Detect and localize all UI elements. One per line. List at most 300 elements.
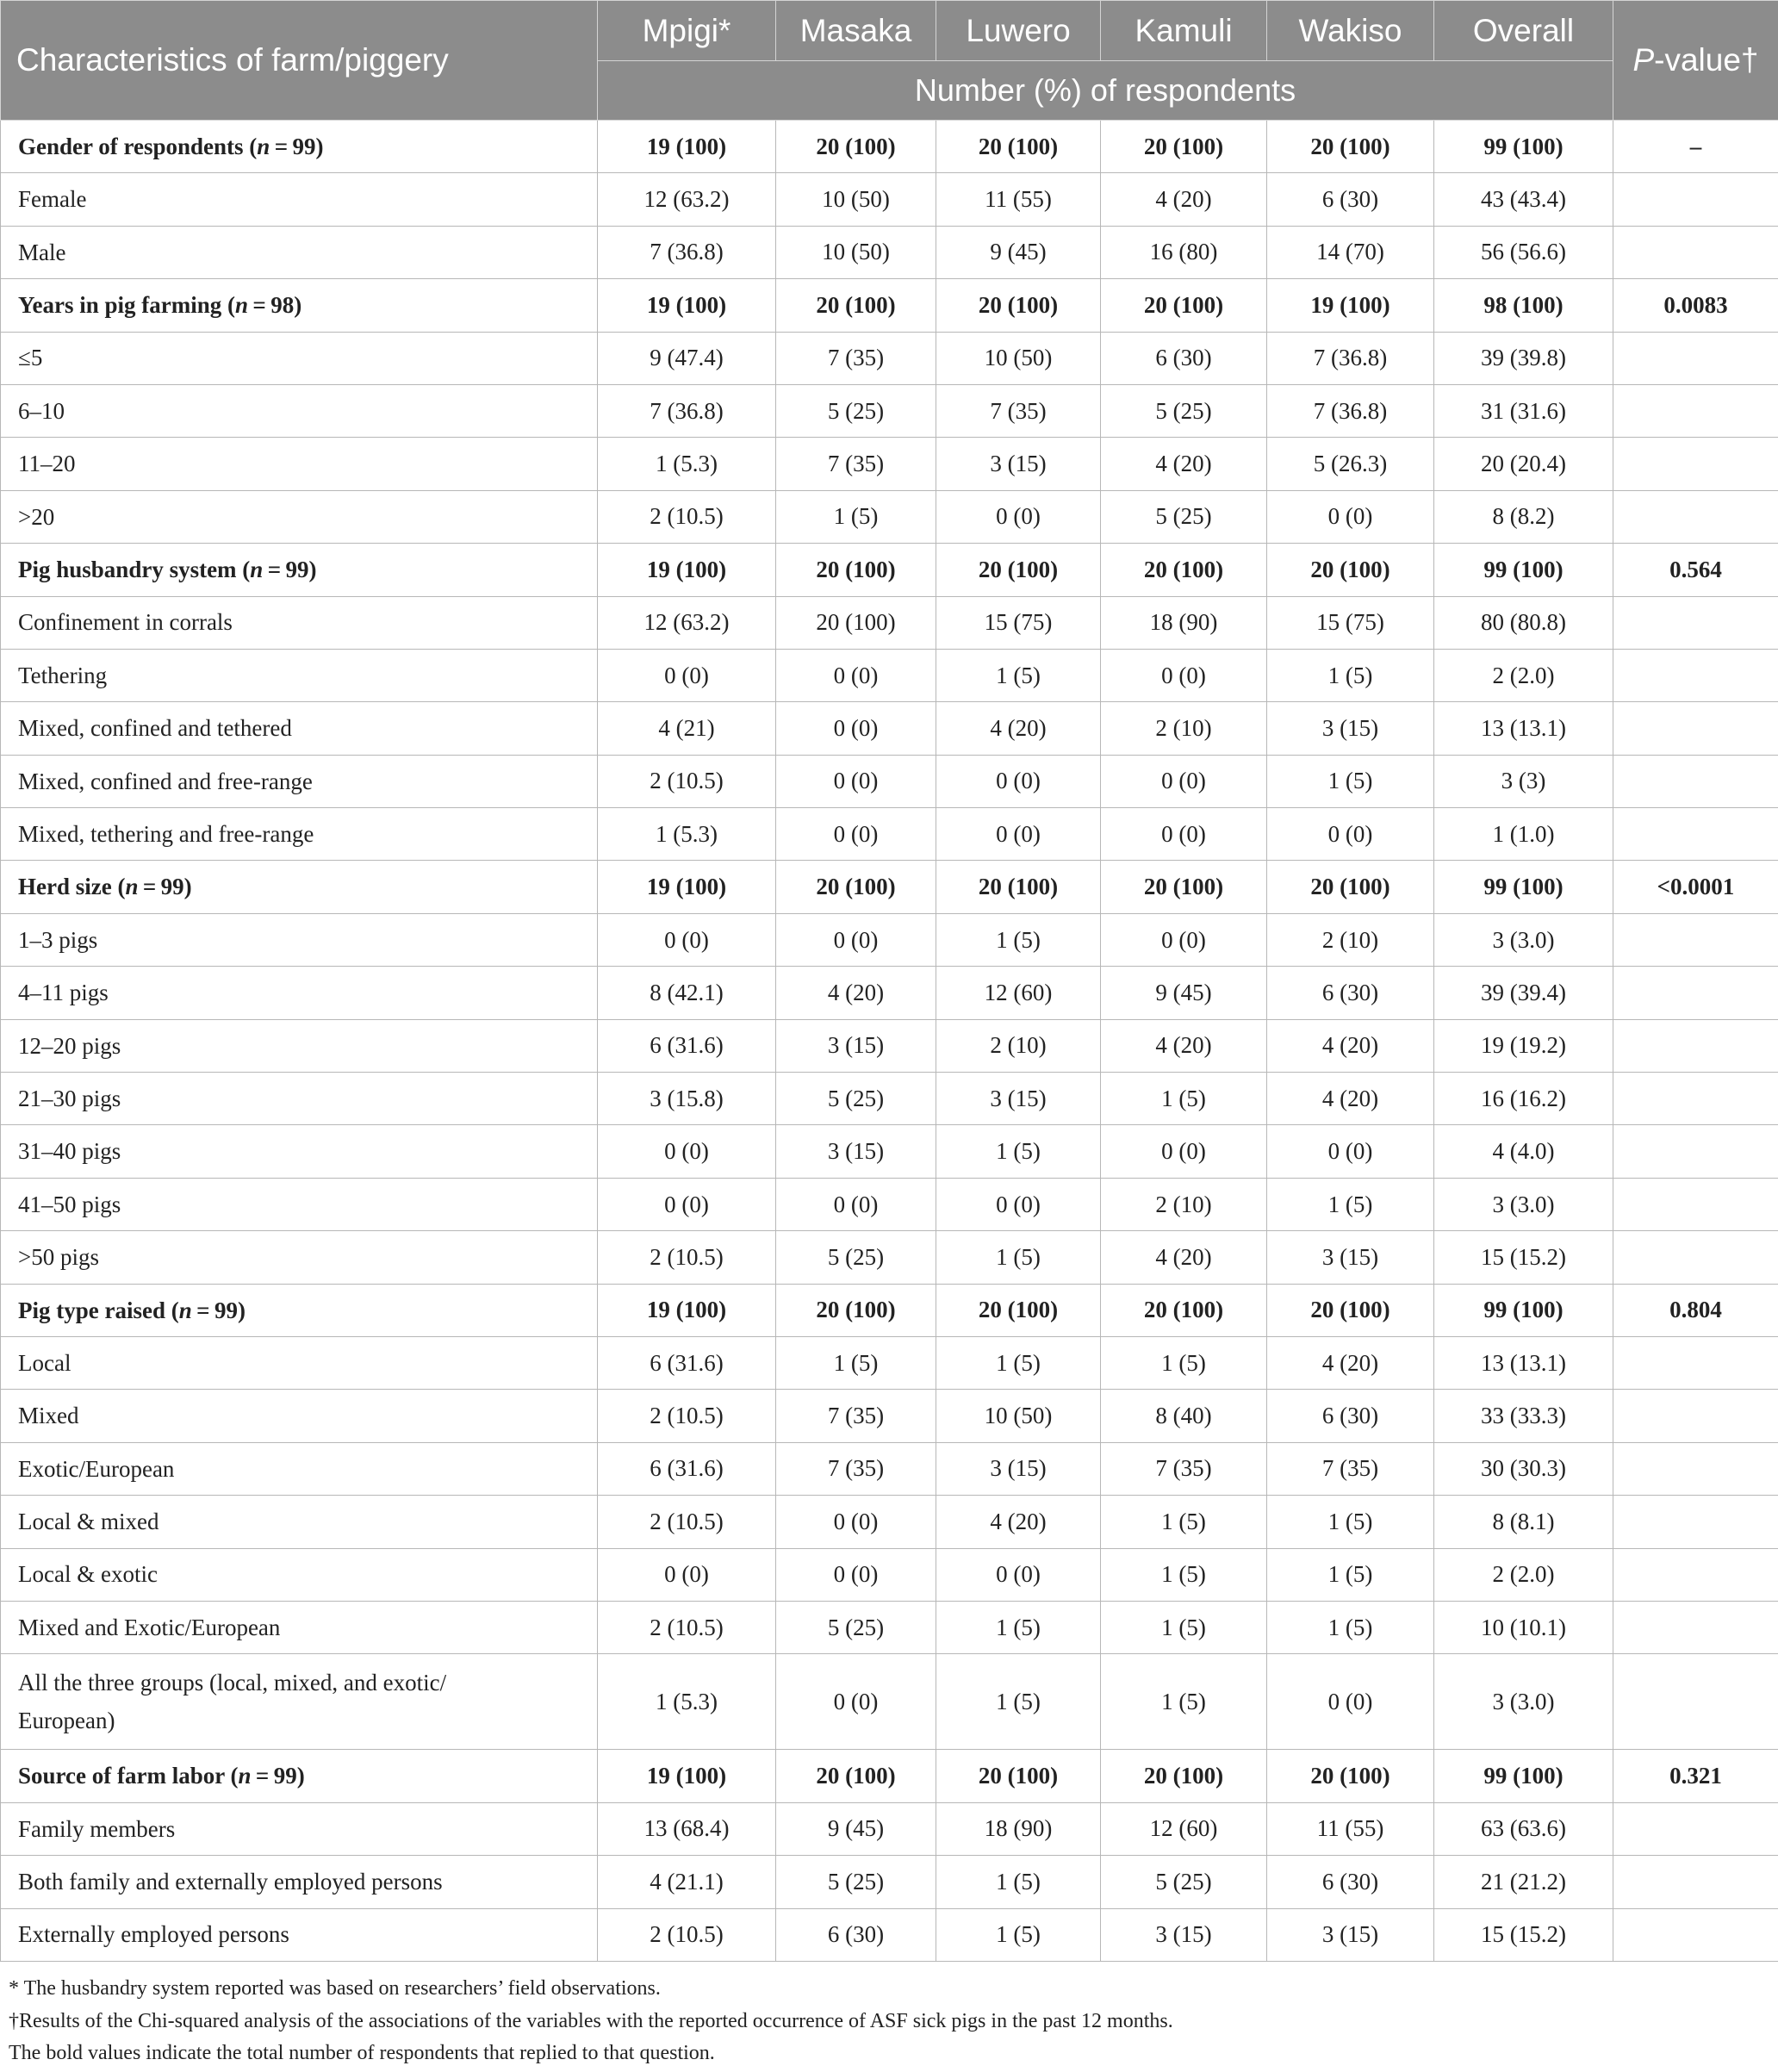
cell-wakiso: 11 (55) [1267, 1802, 1434, 1855]
cell-wakiso: 1 (5) [1267, 1496, 1434, 1548]
row-label: Confinement in corrals [1, 596, 598, 649]
cell-mpigi: 2 (10.5) [598, 1231, 776, 1284]
table-row [1, 1231, 1778, 1284]
cell-overall: 99 (100) [1434, 1284, 1613, 1336]
cell-overall: 15 (15.2) [1434, 1908, 1613, 1961]
cell-p-value [1613, 1654, 1778, 1750]
cell-luwero: 4 (20) [936, 1496, 1101, 1548]
row-label: Local & mixed [1, 1496, 598, 1548]
cell-kamuli: 2 (10) [1101, 702, 1267, 755]
cell-p-value: 0.564 [1613, 544, 1778, 596]
cell-kamuli: 1 (5) [1101, 1654, 1267, 1750]
cell-masaka: 20 (100) [776, 861, 936, 913]
cell-mpigi: 13 (68.4) [598, 1802, 776, 1855]
cell-masaka: 10 (50) [776, 173, 936, 226]
cell-overall: 10 (10.1) [1434, 1601, 1613, 1653]
table-row [1, 1019, 1778, 1072]
table-row [1, 913, 1778, 966]
cell-overall: 31 (31.6) [1434, 384, 1613, 437]
row-label: ≤5 [1, 332, 598, 384]
cell-mpigi: 3 (15.8) [598, 1073, 776, 1125]
cell-overall: 3 (3.0) [1434, 1654, 1613, 1750]
cell-overall: 98 (100) [1434, 279, 1613, 332]
cell-kamuli: 18 (90) [1101, 596, 1267, 649]
cell-mpigi: 0 (0) [598, 1178, 776, 1230]
table-row [1, 1125, 1778, 1178]
cell-overall: 3 (3.0) [1434, 1178, 1613, 1230]
cell-masaka: 4 (20) [776, 967, 936, 1019]
table-row [1, 1178, 1778, 1230]
table-row [1, 332, 1778, 384]
cell-mpigi: 12 (63.2) [598, 596, 776, 649]
cell-p-value [1613, 1908, 1778, 1961]
row-label: Mixed, confined and tethered [1, 702, 598, 755]
cell-wakiso: 1 (5) [1267, 649, 1434, 701]
cell-kamuli: 4 (20) [1101, 1231, 1267, 1284]
cell-p-value [1613, 1390, 1778, 1442]
cell-mpigi: 1 (5.3) [598, 808, 776, 861]
cell-kamuli: 16 (80) [1101, 226, 1267, 278]
table-row [1, 755, 1778, 807]
cell-kamuli: 4 (20) [1101, 1019, 1267, 1072]
cell-luwero: 0 (0) [936, 1178, 1101, 1230]
cell-masaka: 7 (35) [776, 1442, 936, 1495]
row-label: Local & exotic [1, 1548, 598, 1601]
cell-overall: 63 (63.6) [1434, 1802, 1613, 1855]
cell-p-value [1613, 438, 1778, 490]
cell-masaka: 0 (0) [776, 913, 936, 966]
footnote-husbandry: * The husbandry system reported was based on researchers’ field observations. [9, 1977, 661, 2000]
cell-overall: 16 (16.2) [1434, 1073, 1613, 1125]
cell-kamuli: 4 (20) [1101, 173, 1267, 226]
header-district-mpigi: Mpigi* [598, 1, 776, 61]
table-row-category [1, 1284, 1778, 1336]
table-row-category [1, 279, 1778, 332]
cell-p-value [1613, 1231, 1778, 1284]
header-overall: Overall [1434, 1, 1613, 61]
cell-wakiso: 20 (100) [1267, 544, 1434, 596]
cell-overall: 99 (100) [1434, 121, 1613, 173]
table-row [1, 808, 1778, 861]
cell-mpigi: 7 (36.8) [598, 226, 776, 278]
cell-luwero: 1 (5) [936, 1125, 1101, 1178]
cell-masaka: 5 (25) [776, 1856, 936, 1908]
table-row [1, 226, 1778, 278]
cell-luwero: 7 (35) [936, 384, 1101, 437]
cell-masaka: 7 (35) [776, 1390, 936, 1442]
cell-wakiso: 1 (5) [1267, 1601, 1434, 1653]
table-row-category [1, 1750, 1778, 1802]
row-label: Herd size (n = 99) [1, 861, 598, 913]
row-label: Mixed and Exotic/European [1, 1601, 598, 1653]
cell-masaka: 20 (100) [776, 279, 936, 332]
cell-kamuli: 20 (100) [1101, 1750, 1267, 1802]
row-label: 11–20 [1, 438, 598, 490]
cell-luwero: 1 (5) [936, 649, 1101, 701]
cell-mpigi: 7 (36.8) [598, 384, 776, 437]
cell-masaka: 3 (15) [776, 1125, 936, 1178]
cell-overall: 99 (100) [1434, 1750, 1613, 1802]
cell-p-value [1613, 1125, 1778, 1178]
cell-p-value [1613, 1802, 1778, 1855]
cell-luwero: 0 (0) [936, 490, 1101, 543]
cell-overall: 3 (3) [1434, 755, 1613, 807]
cell-wakiso: 7 (35) [1267, 1442, 1434, 1495]
cell-mpigi: 19 (100) [598, 1284, 776, 1336]
cell-wakiso: 3 (15) [1267, 1231, 1434, 1284]
cell-masaka: 20 (100) [776, 544, 936, 596]
cell-wakiso: 1 (5) [1267, 1548, 1434, 1601]
cell-masaka: 7 (35) [776, 438, 936, 490]
row-label: Source of farm labor (n = 99) [1, 1750, 598, 1802]
cell-luwero: 1 (5) [936, 1231, 1101, 1284]
row-label: >20 [1, 490, 598, 543]
cell-kamuli: 0 (0) [1101, 649, 1267, 701]
table-row [1, 384, 1778, 437]
cell-wakiso: 6 (30) [1267, 1856, 1434, 1908]
cell-luwero: 1 (5) [936, 1336, 1101, 1389]
cell-luwero: 1 (5) [936, 913, 1101, 966]
table-row [1, 1336, 1778, 1389]
cell-luwero: 20 (100) [936, 861, 1101, 913]
cell-overall: 39 (39.8) [1434, 332, 1613, 384]
cell-mpigi: 6 (31.6) [598, 1336, 776, 1389]
table-row-category [1, 861, 1778, 913]
cell-wakiso: 0 (0) [1267, 1125, 1434, 1178]
cell-masaka: 10 (50) [776, 226, 936, 278]
cell-kamuli: 9 (45) [1101, 967, 1267, 1019]
cell-p-value: – [1613, 121, 1778, 173]
table-row [1, 1496, 1778, 1548]
cell-luwero: 10 (50) [936, 1390, 1101, 1442]
table-row [1, 1654, 1778, 1750]
cell-p-value [1613, 967, 1778, 1019]
subheader-number-percent: Number (%) of respondents [598, 61, 1613, 121]
table-row [1, 1390, 1778, 1442]
cell-overall: 39 (39.4) [1434, 967, 1613, 1019]
cell-wakiso: 3 (15) [1267, 702, 1434, 755]
cell-p-value [1613, 1178, 1778, 1230]
cell-masaka: 1 (5) [776, 1336, 936, 1389]
cell-kamuli: 3 (15) [1101, 1908, 1267, 1961]
table-row [1, 1908, 1778, 1961]
cell-masaka: 20 (100) [776, 121, 936, 173]
cell-masaka: 5 (25) [776, 1073, 936, 1125]
cell-overall: 43 (43.4) [1434, 173, 1613, 226]
cell-p-value [1613, 173, 1778, 226]
cell-wakiso: 7 (36.8) [1267, 332, 1434, 384]
cell-masaka: 20 (100) [776, 1750, 936, 1802]
cell-masaka: 1 (5) [776, 490, 936, 543]
cell-mpigi: 0 (0) [598, 1548, 776, 1601]
cell-luwero: 12 (60) [936, 967, 1101, 1019]
cell-wakiso: 0 (0) [1267, 490, 1434, 543]
table-row [1, 1856, 1778, 1908]
cell-p-value: <0.0001 [1613, 861, 1778, 913]
header-characteristic: Characteristics of farm/piggery [1, 1, 598, 121]
cell-luwero: 0 (0) [936, 755, 1101, 807]
row-label: 1–3 pigs [1, 913, 598, 966]
cell-overall: 2 (2.0) [1434, 649, 1613, 701]
cell-overall: 1 (1.0) [1434, 808, 1613, 861]
row-label: Family members [1, 1802, 598, 1855]
cell-overall: 21 (21.2) [1434, 1856, 1613, 1908]
cell-masaka: 3 (15) [776, 1019, 936, 1072]
cell-kamuli: 5 (25) [1101, 1856, 1267, 1908]
cell-p-value [1613, 490, 1778, 543]
cell-wakiso: 6 (30) [1267, 173, 1434, 226]
cell-p-value: 0.804 [1613, 1284, 1778, 1336]
cell-kamuli: 12 (60) [1101, 1802, 1267, 1855]
row-label: Mixed, confined and free-range [1, 755, 598, 807]
cell-overall: 13 (13.1) [1434, 1336, 1613, 1389]
cell-luwero: 20 (100) [936, 121, 1101, 173]
cell-luwero: 0 (0) [936, 808, 1101, 861]
cell-wakiso: 15 (75) [1267, 596, 1434, 649]
footnote-chi-squared: †Results of the Chi-squared analysis of the associations of the variables with the reported occurrence of ASF sick pigs in the past 12 months. [9, 2009, 1173, 2032]
cell-mpigi: 1 (5.3) [598, 1654, 776, 1750]
cell-overall: 13 (13.1) [1434, 702, 1613, 755]
cell-masaka: 7 (35) [776, 332, 936, 384]
cell-kamuli: 5 (25) [1101, 490, 1267, 543]
table-row [1, 173, 1778, 226]
table-row [1, 1548, 1778, 1601]
cell-mpigi: 0 (0) [598, 649, 776, 701]
cell-luwero: 9 (45) [936, 226, 1101, 278]
header-p-value [1613, 1, 1778, 121]
cell-overall: 20 (20.4) [1434, 438, 1613, 490]
cell-kamuli: 20 (100) [1101, 544, 1267, 596]
header-district-wakiso: Wakiso [1267, 1, 1434, 61]
cell-mpigi: 12 (63.2) [598, 173, 776, 226]
cell-overall: 56 (56.6) [1434, 226, 1613, 278]
table-row [1, 702, 1778, 755]
cell-kamuli: 1 (5) [1101, 1073, 1267, 1125]
cell-wakiso: 20 (100) [1267, 861, 1434, 913]
cell-mpigi: 4 (21) [598, 702, 776, 755]
cell-overall: 8 (8.2) [1434, 490, 1613, 543]
row-label: Mixed [1, 1390, 598, 1442]
cell-luwero: 20 (100) [936, 1750, 1101, 1802]
cell-p-value [1613, 384, 1778, 437]
cell-mpigi: 6 (31.6) [598, 1019, 776, 1072]
cell-overall: 30 (30.3) [1434, 1442, 1613, 1495]
cell-wakiso: 0 (0) [1267, 1654, 1434, 1750]
cell-masaka: 5 (25) [776, 384, 936, 437]
row-label: Female [1, 173, 598, 226]
cell-luwero: 3 (15) [936, 1442, 1101, 1495]
cell-masaka: 0 (0) [776, 1178, 936, 1230]
cell-overall: 19 (19.2) [1434, 1019, 1613, 1072]
cell-overall: 99 (100) [1434, 861, 1613, 913]
cell-p-value [1613, 755, 1778, 807]
cell-overall: 80 (80.8) [1434, 596, 1613, 649]
cell-p-value [1613, 1601, 1778, 1653]
cell-luwero: 3 (15) [936, 438, 1101, 490]
cell-mpigi: 2 (10.5) [598, 1601, 776, 1653]
cell-masaka: 0 (0) [776, 1548, 936, 1601]
cell-mpigi: 9 (47.4) [598, 332, 776, 384]
cell-masaka: 0 (0) [776, 1496, 936, 1548]
cell-kamuli: 20 (100) [1101, 121, 1267, 173]
cell-mpigi: 0 (0) [598, 913, 776, 966]
cell-wakiso: 20 (100) [1267, 1284, 1434, 1336]
header-row [1, 1, 1778, 61]
cell-kamuli: 4 (20) [1101, 438, 1267, 490]
table-row [1, 649, 1778, 701]
cell-masaka: 5 (25) [776, 1231, 936, 1284]
cell-p-value [1613, 1073, 1778, 1125]
cell-mpigi: 8 (42.1) [598, 967, 776, 1019]
cell-mpigi: 19 (100) [598, 861, 776, 913]
cell-wakiso: 4 (20) [1267, 1336, 1434, 1389]
cell-wakiso: 5 (26.3) [1267, 438, 1434, 490]
cell-p-value [1613, 596, 1778, 649]
cell-kamuli: 1 (5) [1101, 1548, 1267, 1601]
cell-luwero: 0 (0) [936, 1548, 1101, 1601]
cell-luwero: 18 (90) [936, 1802, 1101, 1855]
cell-wakiso: 19 (100) [1267, 279, 1434, 332]
row-label: 6–10 [1, 384, 598, 437]
table-row [1, 1601, 1778, 1653]
cell-p-value [1613, 226, 1778, 278]
cell-overall: 4 (4.0) [1434, 1125, 1613, 1178]
cell-luwero: 1 (5) [936, 1908, 1101, 1961]
table-row [1, 1802, 1778, 1855]
cell-masaka: 9 (45) [776, 1802, 936, 1855]
cell-kamuli: 20 (100) [1101, 1284, 1267, 1336]
cell-masaka: 0 (0) [776, 755, 936, 807]
cell-masaka: 0 (0) [776, 808, 936, 861]
cell-p-value [1613, 1856, 1778, 1908]
cell-wakiso: 20 (100) [1267, 121, 1434, 173]
cell-overall: 3 (3.0) [1434, 913, 1613, 966]
cell-luwero: 20 (100) [936, 1284, 1101, 1336]
cell-masaka: 5 (25) [776, 1601, 936, 1653]
cell-mpigi: 19 (100) [598, 279, 776, 332]
header-p-suffix: -value† [1654, 42, 1759, 78]
cell-luwero: 20 (100) [936, 279, 1101, 332]
cell-p-value [1613, 913, 1778, 966]
cell-p-value [1613, 1442, 1778, 1495]
cell-mpigi: 19 (100) [598, 1750, 776, 1802]
cell-mpigi: 1 (5.3) [598, 438, 776, 490]
cell-masaka: 0 (0) [776, 702, 936, 755]
row-label: 41–50 pigs [1, 1178, 598, 1230]
cell-p-value [1613, 1019, 1778, 1072]
cell-wakiso: 3 (15) [1267, 1908, 1434, 1961]
cell-wakiso: 20 (100) [1267, 1750, 1434, 1802]
cell-kamuli: 1 (5) [1101, 1336, 1267, 1389]
cell-luwero: 2 (10) [936, 1019, 1101, 1072]
table-body [1, 121, 1778, 1962]
row-label: Gender of respondents (n = 99) [1, 121, 598, 173]
row-label: 21–30 pigs [1, 1073, 598, 1125]
cell-luwero: 4 (20) [936, 702, 1101, 755]
cell-luwero: 3 (15) [936, 1073, 1101, 1125]
table-row-category [1, 121, 1778, 173]
table-row [1, 596, 1778, 649]
cell-luwero: 15 (75) [936, 596, 1101, 649]
cell-wakiso: 0 (0) [1267, 808, 1434, 861]
header-district-kamuli: Kamuli [1101, 1, 1267, 61]
row-label: Pig husbandry system (n = 99) [1, 544, 598, 596]
cell-wakiso: 2 (10) [1267, 913, 1434, 966]
cell-mpigi: 19 (100) [598, 544, 776, 596]
row-label: Tethering [1, 649, 598, 701]
row-label: 4–11 pigs [1, 967, 598, 1019]
cell-luwero: 1 (5) [936, 1856, 1101, 1908]
footnotes [9, 1973, 1766, 2070]
cell-luwero: 11 (55) [936, 173, 1101, 226]
cell-kamuli: 7 (35) [1101, 1442, 1267, 1495]
footnote-bold-values: The bold values indicate the total number of respondents that replied to that question. [9, 2042, 715, 2064]
header-district-masaka: Masaka [776, 1, 936, 61]
cell-wakiso: 4 (20) [1267, 1019, 1434, 1072]
cell-mpigi: 2 (10.5) [598, 1390, 776, 1442]
row-label: Years in pig farming (n = 98) [1, 279, 598, 332]
table-row [1, 1442, 1778, 1495]
table-row [1, 490, 1778, 543]
row-label: 31–40 pigs [1, 1125, 598, 1178]
cell-wakiso: 6 (30) [1267, 1390, 1434, 1442]
cell-luwero: 1 (5) [936, 1654, 1101, 1750]
cell-kamuli: 2 (10) [1101, 1178, 1267, 1230]
cell-wakiso: 7 (36.8) [1267, 384, 1434, 437]
table-row [1, 1073, 1778, 1125]
row-label: Exotic/European [1, 1442, 598, 1495]
table-row-category [1, 544, 1778, 596]
cell-kamuli: 0 (0) [1101, 755, 1267, 807]
cell-kamuli: 1 (5) [1101, 1601, 1267, 1653]
header-p-letter: P [1632, 42, 1655, 78]
cell-p-value [1613, 1548, 1778, 1601]
cell-kamuli: 0 (0) [1101, 808, 1267, 861]
cell-p-value [1613, 1336, 1778, 1389]
cell-overall: 99 (100) [1434, 544, 1613, 596]
cell-kamuli: 0 (0) [1101, 913, 1267, 966]
cell-kamuli: 1 (5) [1101, 1496, 1267, 1548]
cell-p-value [1613, 332, 1778, 384]
cell-p-value [1613, 702, 1778, 755]
cell-overall: 8 (8.1) [1434, 1496, 1613, 1548]
cell-mpigi: 6 (31.6) [598, 1442, 776, 1495]
cell-overall: 33 (33.3) [1434, 1390, 1613, 1442]
row-label: Pig type raised (n = 99) [1, 1284, 598, 1336]
table-row [1, 438, 1778, 490]
cell-mpigi: 4 (21.1) [598, 1856, 776, 1908]
cell-overall: 2 (2.0) [1434, 1548, 1613, 1601]
cell-p-value [1613, 1496, 1778, 1548]
table-row [1, 967, 1778, 1019]
cell-luwero: 10 (50) [936, 332, 1101, 384]
row-label: Male [1, 226, 598, 278]
cell-wakiso: 4 (20) [1267, 1073, 1434, 1125]
cell-kamuli: 8 (40) [1101, 1390, 1267, 1442]
cell-p-value: 0.321 [1613, 1750, 1778, 1802]
cell-kamuli: 20 (100) [1101, 279, 1267, 332]
cell-masaka: 20 (100) [776, 596, 936, 649]
cell-p-value: 0.0083 [1613, 279, 1778, 332]
row-label: >50 pigs [1, 1231, 598, 1284]
row-label: Externally employed persons [1, 1908, 598, 1961]
cell-kamuli: 5 (25) [1101, 384, 1267, 437]
cell-wakiso: 1 (5) [1267, 1178, 1434, 1230]
header-district-luwero: Luwero [936, 1, 1101, 61]
row-label: Local [1, 1336, 598, 1389]
cell-wakiso: 6 (30) [1267, 967, 1434, 1019]
cell-kamuli: 0 (0) [1101, 1125, 1267, 1178]
